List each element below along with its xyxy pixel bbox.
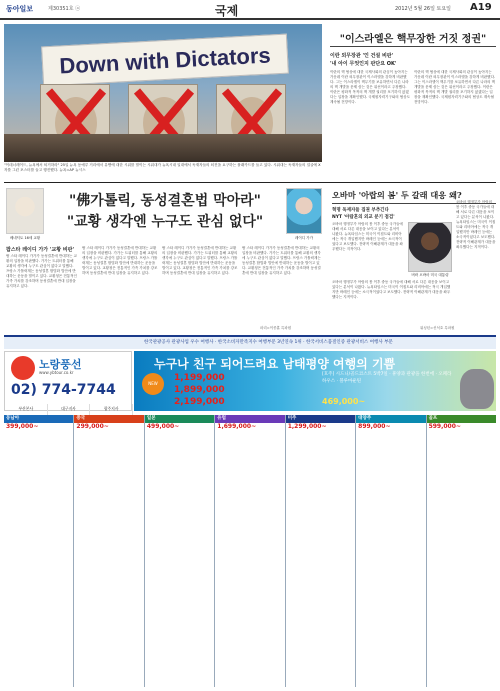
article-body: 팝 스타 레이디 가가가 동성결혼에 반대하는 교황의 입장을 비판했다. 가가는 트위터를 통해 교황의 생각에 누구도 관심이 없다고 말했다. 프랑스 가톨릭계는 동성결혼 합법화 법안에 반대하는 운동을 벌이고 있다. 교황청은 전통적인 가족 가치를 강조하며 동성결혼에 반대 입장을 유지하고 있다. <box>242 246 321 275</box>
issue-date: 2012년 5월 26일 토요일 <box>395 6 452 12</box>
hero-package: [호주] 시드니/골드코스트 5박7일 · 휴양과 관광을 한번에 · 오페라하우스 · 블루마운틴 <box>322 372 452 384</box>
byline: 워싱턴=신석호 특파원 <box>420 326 455 330</box>
balloon-icon <box>11 356 35 380</box>
hero-price: 2,199,000 <box>174 397 225 407</box>
region-cell[interactable] <box>215 415 284 687</box>
hero-price: 469,000~ <box>322 397 366 406</box>
region-price: 899,000~ <box>358 423 391 430</box>
obama-headline: 오바마 '아랍의 봄' 두 갈래 대응 왜? <box>332 190 462 200</box>
divider <box>330 46 496 47</box>
obama-photo <box>408 222 452 272</box>
article-body: 오바마 행정부가 아랍의 봄 이후 중동 국가들에 대해 서로 다른 대응을 보이고 있다는 분석이 나왔다. 뉴욕타임스는 미국이 이집트와 리비아에는 적극 개입했지만 바레인 등에는 소극적이었다고 보도했다. 전략적 이해관계가 대응을 좌우했다는 지적이다. <box>332 222 403 251</box>
region-title: 일본 <box>145 415 214 423</box>
advertiser-logo[interactable] <box>4 351 132 411</box>
office-item: 대구지사 <box>48 404 91 426</box>
region-listing-grid <box>4 415 496 687</box>
photo-caption: 베네딕토 16세 교황 <box>9 236 41 240</box>
article-body: 팝 스타 레이디 가가가 동성결혼에 반대하는 교황의 입장을 비판했다. 가가는 트위터를 통해 교황의 생각에 누구도 관심이 없다고 말했다. 프랑스 가톨릭계는 동성결혼 합법화 법안에 반대하는 운동을 벌이고 있다. 교황청은 전통적인 가족 가치를 강조하며 동성결혼에 반대 입장을 유지하고 있다. <box>82 246 158 275</box>
article-body: 이란의 핵 협상에 대한 국제사회의 관심이 높아지는 가운데 이란 외무장관이 이스라엘을 강하게 비판했다. 그는 이스라엘이 핵무기를 보유하면서 다른 나라의 핵 개발을 문제 삼는 것은 위선이라고 주장했다. 이란은 평화적 목적의 핵 개발 권리를 포기하지 않겠다는 입장을 재확인했다. 국제원자력기구와의 협상도 계속될 전망이다. <box>330 70 410 104</box>
photo-caption: 버락 오바마 미국 대통령 <box>411 273 449 277</box>
region-title: 골프 <box>427 415 496 423</box>
region-price: 599,000~ <box>428 423 461 430</box>
ad-topbar: 한국관광공사 관광사업 우수 여행사 · 한국소비자만족지수 여행부문 3년연속 1위 · 한국서비스품질인증 관광서비스 여행사 부문 <box>4 337 496 349</box>
office-item: 광주지사 <box>90 404 133 426</box>
article-body: 오바마 행정부가 아랍의 봄 이후 중동 국가들에 대해 서로 다른 대응을 보이고 있다는 분석이 나왔다. 뉴욕타임스는 미국이 이집트와 리비아에는 적극 개입했지만 바레인 등에는 소극적이었다고 보도했다. 전략적 이해관계가 대응을 좌우했다는 지적이다. <box>456 200 496 249</box>
hero-title: 누구나 친구 되어드려요 남태평양 여행의 기쁨 <box>154 357 396 371</box>
advertiser-phone: 02) 774-7744 <box>11 382 116 398</box>
photo-caption: "이데너레이드, 뉴욕에서 퇴거하라" 25일 뉴욕 동예루 거리에서 유엔에 대한 시위를 벌이는 시위대가 뉴욕시내 일대에서 독재자들의 퇴진을 요구하는 플래카드를 들고 있다. 시위대는 독재자들의 얼굴에 X자를 그린 포스터를 들고 행진했다. 뉴욕=AP 뉴시스 <box>4 163 321 172</box>
article-body: 오바마 행정부가 아랍의 봄 이후 중동 국가들에 대해 서로 다른 대응을 보이고 있다는 분석이 나왔다. 뉴욕타임스는 미국이 이집트와 리비아에는 적극 개입했지만 바레인 등에는 소극적이었다고 보도했다. 전략적 이해관계가 대응을 좌우했다는 지적이다. <box>332 280 451 299</box>
obama-subhead: NYT '아랍혼의 외교 분기 점검' <box>332 215 395 220</box>
obama-subhead: 혁명 독재자들 집권 부추긴다 <box>332 208 389 213</box>
region-title: 중국 <box>74 415 143 423</box>
region-price: 399,000~ <box>6 423 39 430</box>
crowd <box>4 134 322 162</box>
region-cell[interactable] <box>74 415 143 687</box>
photo-caption: 레이디 가가 <box>294 236 314 240</box>
page-number: A19 <box>470 2 492 13</box>
region-cell[interactable] <box>286 415 355 687</box>
region-cell[interactable] <box>4 415 73 687</box>
region-price: 299,000~ <box>76 423 109 430</box>
region-cell[interactable] <box>427 415 496 687</box>
lady-gaga-photo <box>286 188 322 234</box>
hero-price: 1,199,000 <box>174 373 225 383</box>
pope-photo <box>6 188 44 234</box>
main-headline: "교황 생각엔 누구도 관심 없다" <box>66 214 264 230</box>
right-subhead: '내 아이 무엇인지 판단요 OK' <box>330 61 397 67</box>
new-badge: NEW <box>142 373 164 395</box>
advertiser-url[interactable]: www.ybtour.co.kr <box>39 370 74 375</box>
section-title: 국제 <box>215 4 239 18</box>
region-price: 499,000~ <box>146 423 180 430</box>
region-title: 미주 <box>286 415 355 423</box>
article-body: 이란의 핵 협상에 대한 국제사회의 관심이 높아지는 가운데 이란 외무장관이 이스라엘을 강하게 비판했다. 그는 이스라엘이 핵무기를 보유하면서 다른 나라의 핵 개발을 문제 삼는 것은 위선이라고 주장했다. 이란은 평화적 목적의 핵 개발 권리를 포기하지 않겠다는 입장을 재확인했다. 국제원자력기구와의 협상도 계속될 전망이다. <box>414 70 496 104</box>
main-subhead: 팝스타 레이디 가가 '교황 비판' <box>6 247 74 253</box>
protest-banner: Down with Dictators <box>41 34 289 87</box>
masthead: 동아일보 <box>6 5 34 13</box>
article-body: 팝 스타 레이디 가가가 동성결혼에 반대하는 교황의 입장을 비판했다. 가가는 트위터를 통해 교황의 생각에 누구도 관심이 없다고 말했다. 프랑스 가톨릭계는 동성결혼 합법화 법안에 반대하는 운동을 벌이고 있다. 교황청은 전통적인 가족 가치를 강조하며 동성결혼에 반대 입장을 유지하고 있다. <box>162 246 238 275</box>
advertiser-name: 노랑풍선 <box>39 358 82 371</box>
office-item: 부산본사 <box>5 404 48 426</box>
protest-photo <box>4 24 322 162</box>
region-price: 1,699,000~ <box>217 423 257 430</box>
travel-advertisement[interactable] <box>4 335 496 687</box>
hero-price: 1,899,000 <box>174 385 225 395</box>
region-cell[interactable] <box>145 415 214 687</box>
article-body: 팝 스타 레이디 가가가 동성결혼에 반대하는 교황의 입장을 비판했다. 가가는 트위터를 통해 교황의 생각에 누구도 관심이 없다고 말했다. 프랑스 가톨릭계는 동성결혼 합법화 법안에 반대하는 운동을 벌이고 있다. 교황청은 전통적인 가족 가치를 강조하며 동성결혼에 반대 입장을 유지하고 있다. <box>6 254 77 288</box>
region-title: 동남아 <box>4 415 73 423</box>
divider <box>4 182 496 183</box>
region-cell[interactable] <box>356 415 425 687</box>
region-title: 대양주 <box>356 415 425 423</box>
region-title: 유럽 <box>215 415 284 423</box>
edition-number: 제30351호 ⓐ <box>48 6 81 12</box>
right-headline: "이스라엘은 핵무장한 거짓 정권" <box>339 34 487 45</box>
koala-image <box>460 369 494 409</box>
main-headline: "佛가톨릭, 동성결혼법 막아라" <box>69 193 261 209</box>
byline: 파리=이종훈 특파원 <box>260 326 292 330</box>
right-subhead: 이란 외무장관 '인 건설 비판' <box>330 53 394 59</box>
ad-hero-banner[interactable] <box>134 351 496 411</box>
region-price: 1,299,000~ <box>287 423 327 430</box>
